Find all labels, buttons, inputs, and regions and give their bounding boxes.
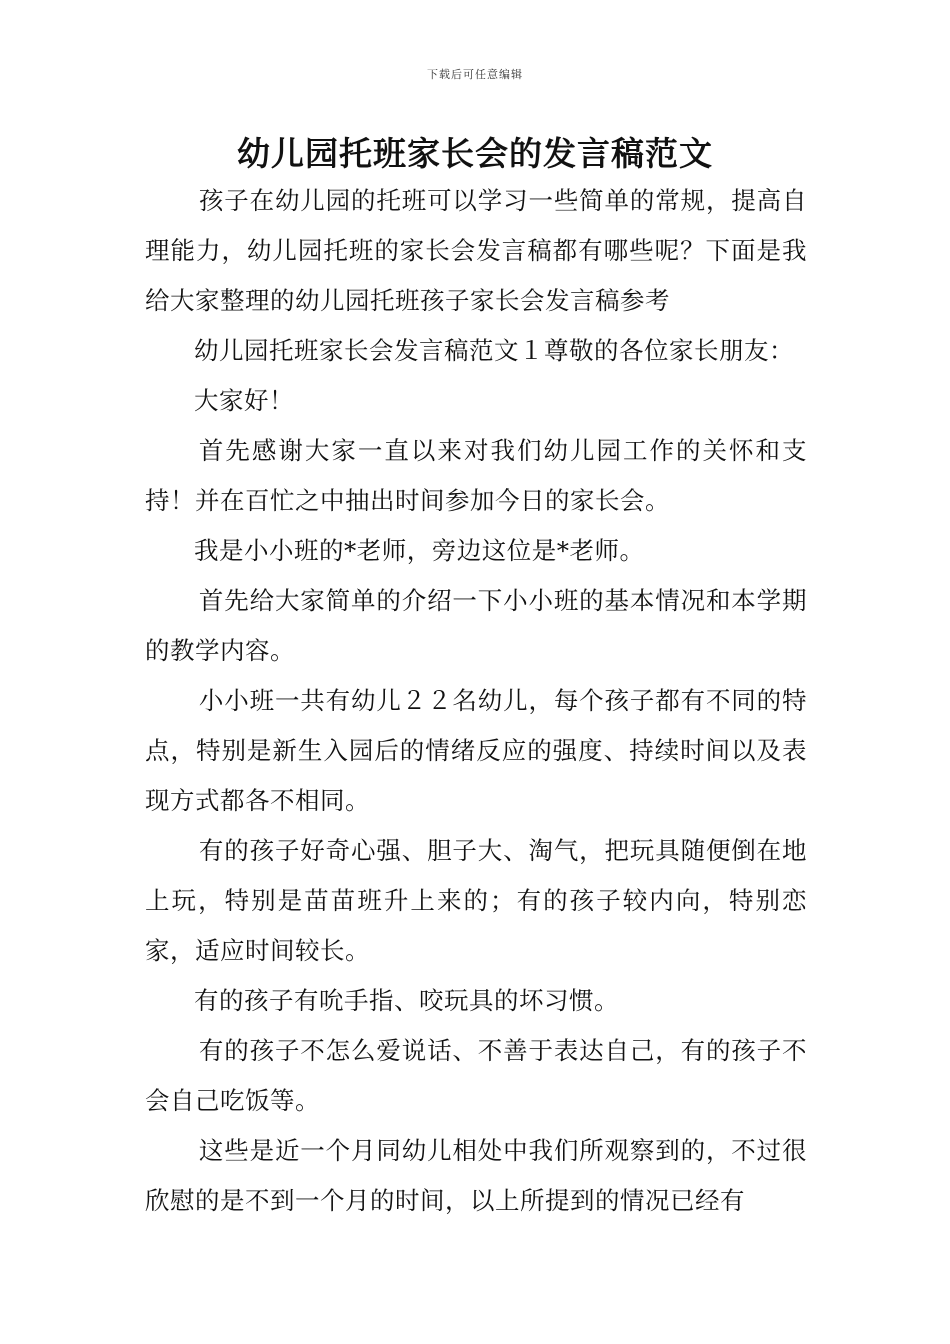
paragraph-greeting-heading: 幼儿园托班家长会发言稿范文１尊敬的各位家长朋友： [194,336,794,365]
header-note: 下载后可任意编辑 [427,68,523,81]
paragraph-hello: 大家好！ [194,386,294,415]
paragraph-observation: 这些是近一个月同幼儿相处中我们所观察到的，不过很欣慰的是不到一个月的时间，以上所提到的情况已经有 [145,1136,807,1215]
paragraph-quiet-children: 有的孩子不怎么爱说话、不善于表达自己，有的孩子不会自己吃饭等。 [145,1036,807,1115]
paragraph-thanks: 首先感谢大家一直以来对我们幼儿园工作的关怀和支持！并在百忙之中抽出时间参加今日的家长会。 [145,436,807,515]
document-body [145,176,807,1226]
document-title: 幼儿园托班家长会的发言稿范文 [237,134,713,173]
paragraph-class-size: 小小班一共有幼儿２２名幼儿，每个孩子都有不同的特点，特别是新生入园后的情绪反应的强度、持续时间以及表现方式都各不相同。 [145,686,807,815]
paragraph-class-intro: 首先给大家简单的介绍一下小小班的基本情况和本学期的教学内容。 [145,586,807,665]
paragraph-teacher-intro: 我是小小班的*老师，旁边这位是*老师。 [194,536,645,565]
paragraph-intro: 孩子在幼儿园的托班可以学习一些简单的常规，提高自理能力，幼儿园托班的家长会发言稿都有哪些呢？下面是我给大家整理的幼儿园托班孩子家长会发言稿参考 [145,186,807,315]
paragraph-curious-children: 有的孩子好奇心强、胆子大、淘气，把玩具随便倒在地上玩，特别是苗苗班升上来的；有的孩子较内向，特别恋家，适应时间较长。 [145,836,807,965]
paragraph-bad-habits: 有的孩子有吮手指、咬玩具的坏习惯。 [194,986,619,1015]
